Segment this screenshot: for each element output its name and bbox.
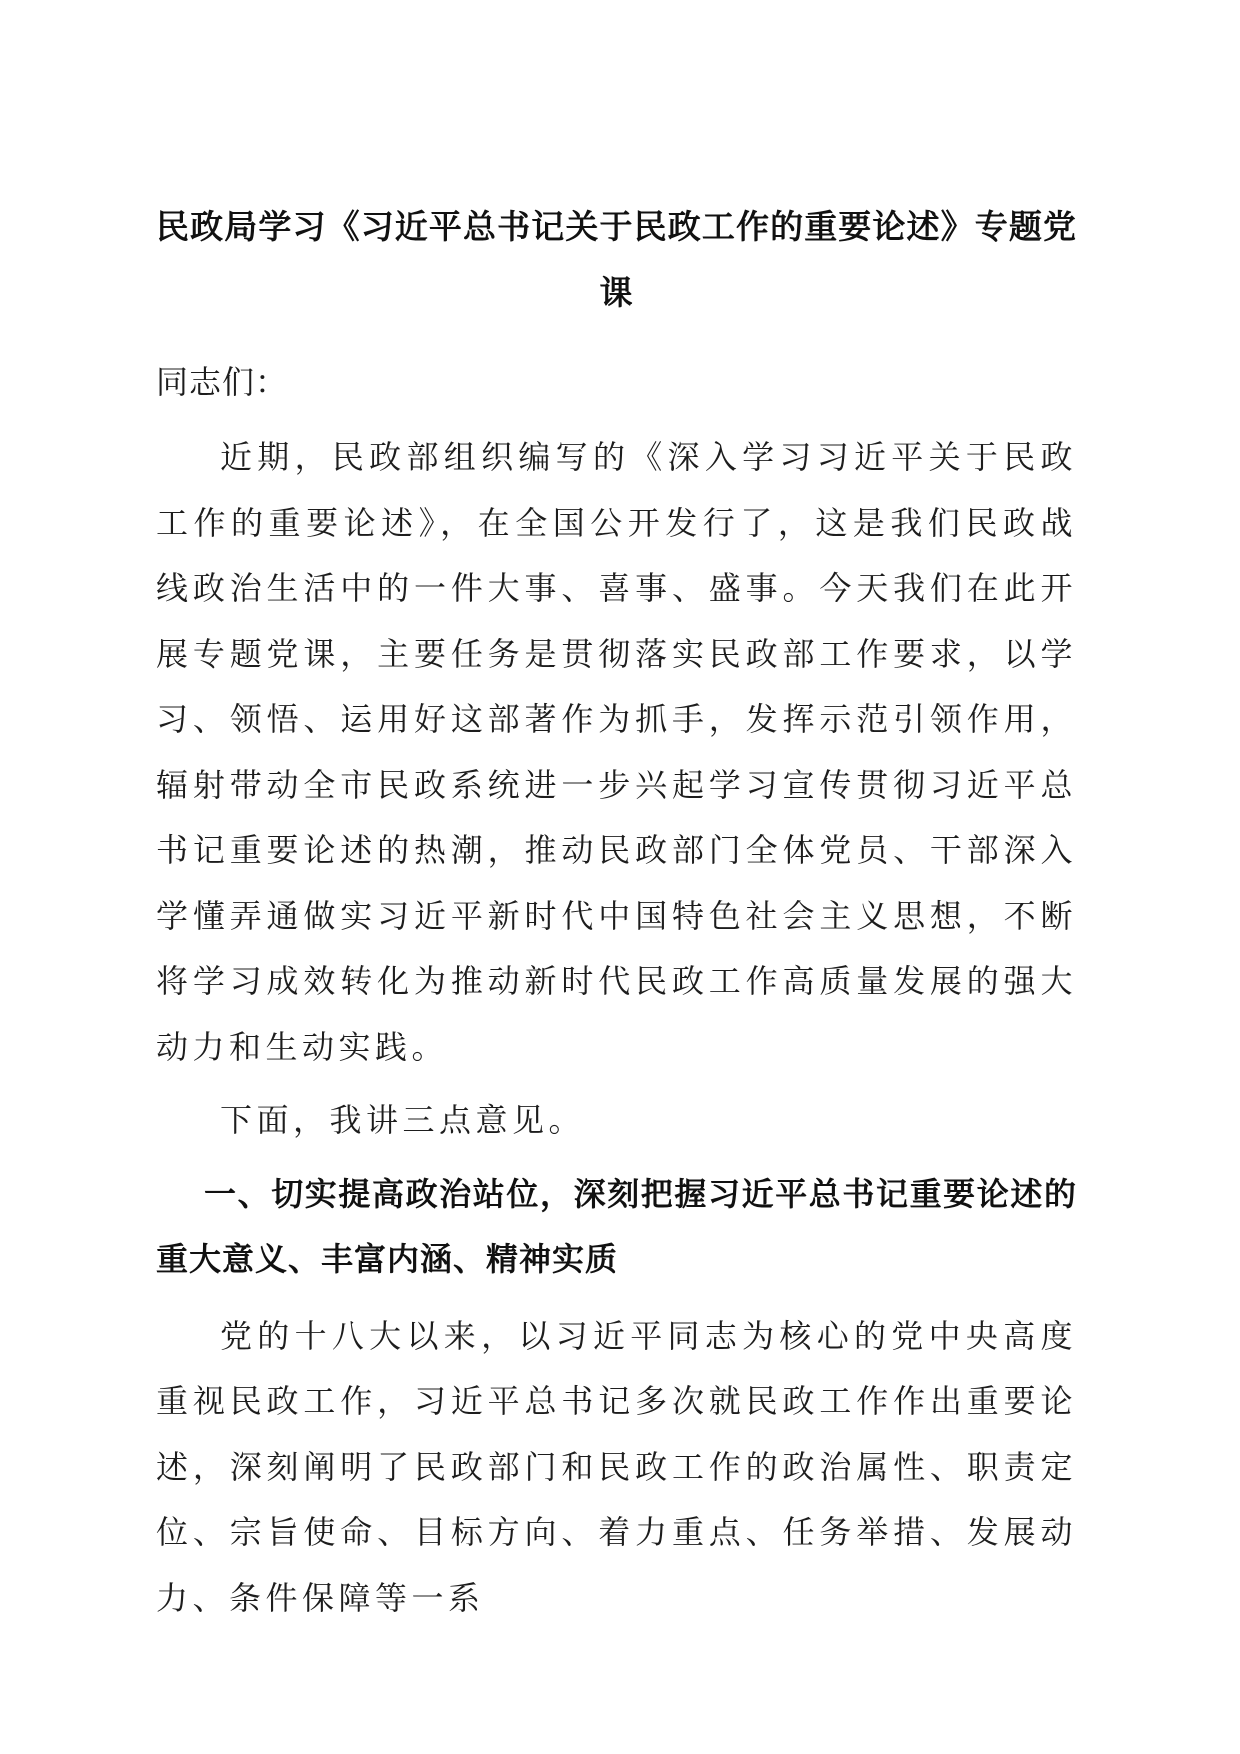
section-1-heading: 一、切实提高政治站位，深刻把握习近平总书记重要论述的重大意义、丰富内涵、精神实质 (156, 1174, 1077, 1278)
intro-paragraph: 近期，民政部组织编写的《深入学习习近平关于民政工作的重要论述》，在全国公开发行了，这是我们民政战线政治生活中的一件大事、喜事、盛事。今天我们在此开展专题党课，主要任务是贯彻落实民政部工作要求，以学习、领悟、运用好这部著作为抓手，发挥示范引领作用，辐射带动全市民政系统进一步兴起学习宣传贯彻习近平总书记重要论述的热潮，推动民政部门全体党员、干部深入学懂弄通做实习近平新时代中国特色社会主义思想，不断将学习成效转化为推动新时代民政工作高质量发展的强大动力和生动实践。 (156, 438, 1077, 1066)
document-body (156, 194, 1077, 1639)
document-title: 民政局学习《习近平总书记关于民政工作的重要论述》专题党课 (156, 207, 1077, 312)
transition-paragraph: 下面，我讲三点意见。 (220, 1101, 586, 1139)
section-1-paragraph: 党的十八大以来，以习近平同志为核心的党中央高度重视民政工作，习近平总书记多次就民政工作作出重要论述，深刻阐明了民政部门和民政工作的政治属性、职责定位、宗旨使命、目标方向、着力重点、任务举措、发展动力、条件保障等一系 (156, 1316, 1077, 1617)
salutation: 同志们： (156, 363, 289, 401)
